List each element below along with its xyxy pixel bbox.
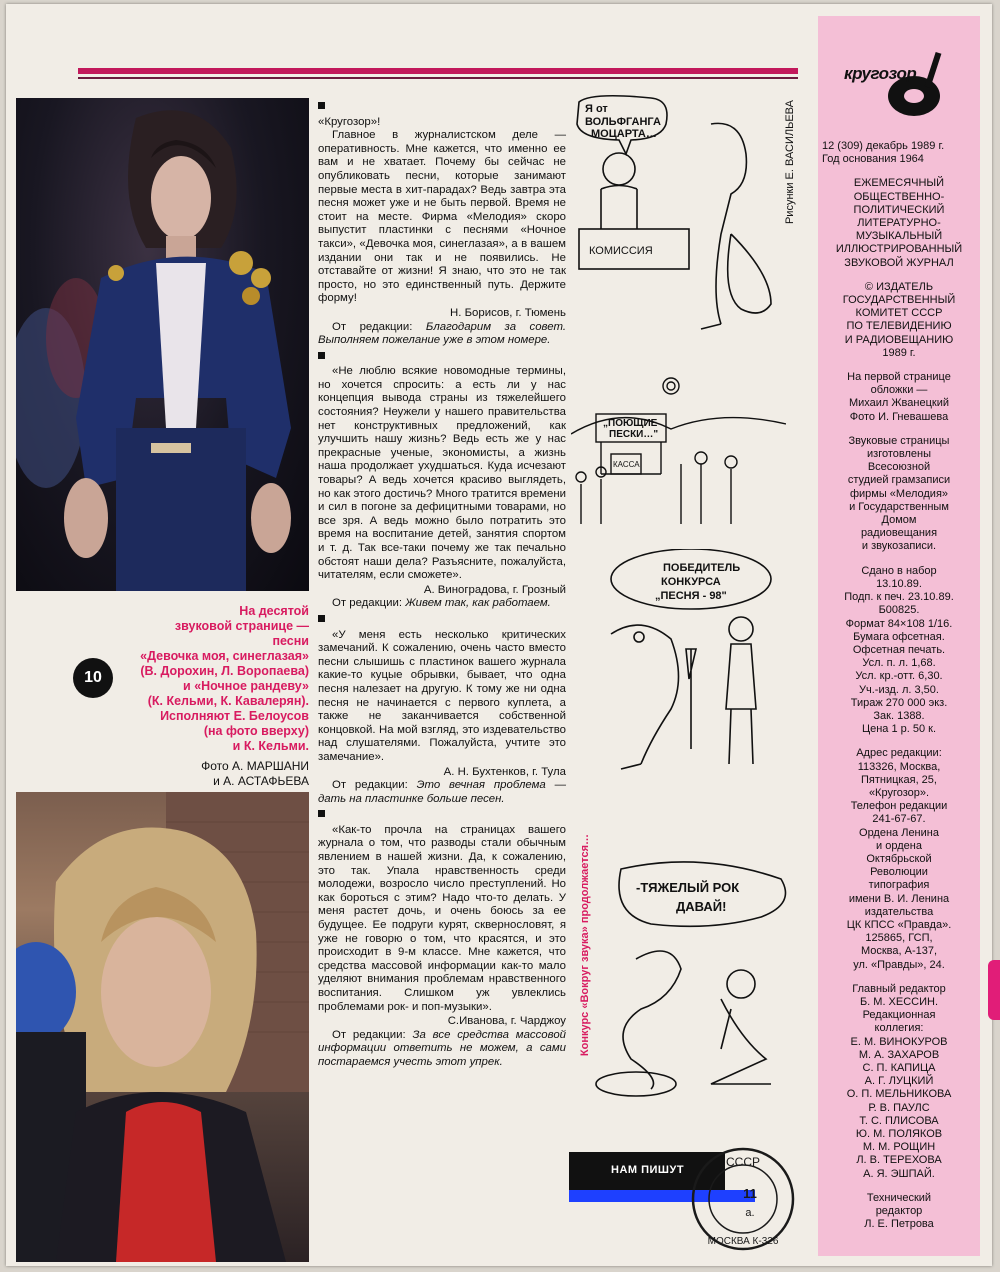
magazine-logo: кругозор — [844, 64, 917, 83]
staff-line: Редакционная — [862, 1009, 936, 1022]
staff-line: Р. В. ПАУЛС — [868, 1101, 930, 1114]
photo-credit-line: и А. АСТАФЬЕВА — [213, 774, 309, 788]
spacer — [820, 972, 978, 983]
staff-line: М. А. ЗАХАРОВ — [858, 1048, 940, 1061]
staff-line: Главный редактор — [852, 982, 946, 995]
cover-line: Михаил Жванецкий — [848, 397, 949, 410]
bubble-text: ДАВАЙ! — [676, 899, 727, 914]
tech-line: Технический — [866, 1191, 932, 1204]
caption-line: звуковой странице — — [174, 619, 309, 633]
letter-text: «Не люблю всякие новомодные термины, но хочется спросить: а есть ли у нас концепция вывода страны из тяжелейшего состояния? Неужели у нашего правительства нет конструктивных предложений, как улучшить нашу жизнь? Ведь есть же у нас прекрасные ученые, экономисты, а жизнь наша продолжает ухудшаться. Куда исчезают товары? А ведь хочется красиво выглядеть, но как этого достичь? Много тратится времени и сил в погоне за дефицитными товарами, но все зря. А ведь можно было потратить это время на воспитание детей, занятия спортом и т. д. Так все-таки почему же так печально обстоят наши дела? Разъясните, пожалуйста, читателям, если сможете». — [318, 365, 566, 582]
caption-line: (К. Кельми, К. Кавалерян). — [147, 694, 309, 708]
publisher-line: КОМИТЕТ СССР — [855, 307, 943, 320]
editor-reply-text: Живем так, как работаем. — [405, 597, 551, 610]
page-edge-tab — [988, 960, 1000, 1020]
gate-sign: ПЕСКИ…" — [609, 429, 659, 440]
postmark-top: СССР — [725, 1155, 761, 1169]
description-line: ЗВУКОВОЙ ЖУРНАЛ — [844, 256, 954, 269]
caption-line: (В. Дорохин, Л. Воропаева) — [140, 664, 309, 678]
letter-text: Главное в журналистском деле — оперативность. Мне кажется, что именно ее вам и не хватает. Почему бы сейчас не опубликовать песни, которые занимают первые места в хит-парадах? Ведь завтра эта песня может уже и не быть первой. Время не стоит на месте. Фирма «Мелодия» скоро выпустит пластинки с песнями «Ночное такси», «Девочка моя, синеглазая», а в вашем издании они так и не появились. Не отставайте от жизни! Я знаю, что это не так просто, но это единственный путь. Держите форму! — [318, 129, 566, 305]
letter-signature: С.Иванова, г. Чарджоу — [447, 1015, 566, 1028]
address-line: Адрес редакции: — [856, 747, 942, 760]
sound-line: Всесоюзной — [867, 461, 931, 474]
description-line: ЛИТЕРАТУРНО- — [857, 217, 941, 230]
letters-column — [318, 98, 566, 1070]
cartoon-commission — [571, 94, 786, 339]
bubble-text: „ПЕСНЯ - 98" — [655, 590, 727, 602]
sound-line: студией грамзаписи — [847, 474, 951, 487]
bullet-square — [318, 615, 325, 622]
staff-line: Ю. М. ПОЛЯКОВ — [855, 1128, 943, 1141]
address-line: Телефон редакции — [850, 800, 948, 813]
editor-reply-lead: От редакции: — [332, 320, 413, 333]
bubble-text: Я от — [585, 103, 608, 115]
photo-caption — [116, 604, 309, 754]
bullet-square — [318, 352, 325, 359]
sound-line: и звукозаписи. — [861, 540, 937, 553]
sound-line: радиовещания — [860, 527, 938, 540]
postmark-letter: а. — [745, 1207, 755, 1219]
print-line: Цена 1 р. 50 к. — [861, 723, 937, 736]
staff-line: А. Я. ЭШПАЙ. — [863, 1167, 935, 1180]
caption-line: «Девочка моя, синеглазая» — [140, 649, 309, 663]
editor-reply-lead: От редакции: — [332, 1028, 406, 1041]
cartoon-singing-sands — [571, 374, 786, 534]
print-line: Б00825. — [878, 604, 920, 617]
spacer — [820, 424, 978, 435]
description-line: МУЗЫКАЛЬНЫЙ — [855, 230, 943, 243]
cover-line: обложки — — [870, 384, 928, 397]
address-line: типография — [868, 879, 930, 892]
caption-line: (на фото вверху) — [203, 724, 309, 738]
print-line: Офсетная печать. — [852, 643, 946, 656]
description-line: ЕЖЕМЕСЯЧНЫЙ — [853, 177, 945, 190]
staff-line: А. Г. ЛУЦКИЙ — [864, 1075, 934, 1088]
bubble-text: КОНКУРСА — [661, 576, 721, 588]
spacer — [820, 554, 978, 565]
caption-line: и «Ночное рандеву» — [183, 679, 309, 693]
caption-line: песни — [272, 634, 309, 648]
kassa-sign: КАССА — [613, 460, 640, 469]
letter-text: «У меня есть несколько критических замечаний. К сожалению, очень часто вместо песни слышишь с пластинок вашего журнала какие-то куцые обрывки, бывает, что одна песня налезает на другую. К тому же ни одна песня не начинается с первого куплета, а также не заканчивается собственной концовкой. На мой взгляд, это издевательство над слушателями. Пожалуйста, учтите это замечание». — [318, 628, 566, 763]
postmark-date: 11 — [743, 1186, 757, 1201]
publisher-line: ПО ТЕЛЕВИДЕНИЮ — [846, 320, 952, 333]
header-rule — [78, 68, 798, 74]
publisher-line: ГОСУДАРСТВЕННЫЙ — [842, 294, 956, 307]
postmark-bottom: МОСКВА К-326 — [707, 1236, 779, 1247]
staff-line: О. П. МЕЛЬНИКОВА — [846, 1088, 952, 1101]
print-line: Зак. 1388. — [873, 709, 925, 722]
desk-sign: КОМИССИЯ — [589, 245, 653, 257]
print-line: 13.10.89. — [876, 577, 922, 590]
issue-line: 12 (309) декабрь 1989 г. — [822, 140, 945, 152]
sound-line: Домом — [881, 514, 917, 527]
address-line: Революции — [870, 866, 928, 879]
issue-line: Год основания 1964 — [822, 153, 924, 166]
print-line: Подп. к печ. 23.10.89. — [844, 591, 954, 604]
description-line: ИЛЛЮСТРИРОВАННЫЙ — [835, 243, 963, 256]
cover-line: Фото И. Гневашева — [849, 410, 949, 423]
print-line: Бумага офсетная. — [853, 630, 945, 643]
print-line: Формат 84×108 1/16. — [845, 617, 953, 630]
print-line: Усл. п. л. 1,68. — [862, 657, 936, 670]
address-line: и ордена — [876, 839, 922, 852]
photo-credit — [156, 759, 309, 789]
address-line: имени В. И. Ленина — [848, 892, 950, 905]
masthead-info — [820, 140, 978, 1231]
publisher-line: И РАДИОВЕЩАНИЮ — [844, 333, 954, 346]
address-line: ЦК КПСС «Правда». — [846, 918, 952, 931]
photo-kelmi — [16, 792, 309, 1262]
sound-line: изготовлены — [867, 448, 931, 461]
editor-reply-lead: От редакции: — [332, 597, 403, 610]
staff-line: Т. С. ПЛИСОВА — [859, 1114, 939, 1127]
address-line: 125865, ГСП, — [865, 932, 933, 945]
address-line: 113326, Москва, — [857, 760, 941, 773]
magazine-page — [6, 4, 992, 1266]
publisher-line: 1989 г. — [882, 346, 916, 359]
address-line: Ордена Ленина — [859, 826, 939, 839]
gate-sign: „ПОЮЩИЕ — [603, 418, 658, 429]
postmark-stamp — [678, 1144, 808, 1254]
sound-line: Звуковые страницы — [848, 434, 950, 447]
spacer — [820, 736, 978, 747]
address-line: издательства — [864, 905, 934, 918]
staff-line: Е. М. ВИНОКУРОВ — [850, 1035, 948, 1048]
letter-signature: А. Виноградова, г. Грозный — [423, 583, 566, 596]
spacer — [820, 1181, 978, 1192]
letter-signature: А. Н. Бухтенков, г. Тула — [443, 765, 566, 778]
editor-reply-text: Благодарим за совет. Выполняем пожелание уже в этом номере. — [318, 320, 566, 347]
print-line: Уч.-изд. л. 3,50. — [859, 683, 939, 696]
address-line: ул. «Правды», 24. — [853, 958, 945, 971]
kругозор-logo-icon — [834, 44, 954, 124]
staff-line: Б. М. ХЕССИН. — [859, 995, 939, 1008]
letter-text: «Как-то прочла на страницах вашего журнала о том, что разводы стали обычным явлением в нашей жизни. Да, к сожалению, это так. Упала нравственность среди молодежи, возросло число преступлений. Но как бороться с этим? Надо что-то делать. У меня растет дочь, и очень боюсь за ее будущее. Ее подруги курят, сквернословят, я уже не говорю о том, что красятся, и это происходит в 9-м классе. Мне кажется, что средства массовой информации как-то мало уделяют внимания проблемам нравственного воспитания. Слишком уж увлеклись проблемами рок- и поп-музыки». — [318, 823, 566, 1013]
editor-reply-text: Это вечная проблема — дать на пластинке больше песен. — [318, 779, 566, 805]
print-line: Сдано в набор — [861, 564, 937, 577]
spacer — [820, 270, 978, 281]
description-line: ОБЩЕСТВЕННО- — [853, 190, 945, 203]
page-number-badge: 10 — [73, 658, 113, 698]
print-line: Усл. кр.-отт. 6,30. — [855, 670, 943, 683]
section-label: НАМ ПИШУТ — [611, 1164, 685, 1176]
spacer — [820, 166, 978, 177]
tech-line: Л. Е. Петрова — [864, 1218, 934, 1231]
address-line: Октябрьской — [866, 852, 932, 865]
editor-reply — [318, 1029, 566, 1070]
caption-line: Исполняют Е. Белоусов — [160, 709, 309, 723]
staff-line: С. П. КАПИЦА — [862, 1062, 936, 1074]
bullet-square — [318, 810, 325, 817]
bubble-text: ПОБЕДИТЕЛЬ — [663, 562, 741, 574]
address-line: «Кругозор». — [868, 786, 930, 799]
cartoon-snake-charmer — [591, 859, 796, 1099]
bubble-text: -ТЯЖЕЛЫЙ РОК — [636, 880, 740, 895]
editor-reply-lead: От редакции: — [332, 779, 408, 792]
staff-line: М. М. РОЩИН — [862, 1141, 936, 1154]
bubble-text: МОЦАРТА… — [591, 128, 657, 140]
address-line: Москва, А-137, — [860, 945, 938, 958]
bubble-text: ВОЛЬФГАНГА — [585, 116, 661, 128]
print-line: Тираж 270 000 экз. — [850, 696, 948, 709]
cover-line: На первой странице — [847, 371, 951, 384]
staff-line: коллегия: — [874, 1022, 924, 1035]
illustration-credit: Рисунки Е. ВАСИЛЬЕВА — [784, 100, 796, 225]
caption-line: На десятой — [239, 604, 309, 618]
spacer — [820, 360, 978, 371]
publisher-line: © ИЗДАТЕЛЬ — [864, 280, 934, 293]
editor-reply — [318, 779, 566, 806]
letter-signature: Н. Борисов, г. Тюмень — [450, 306, 566, 319]
tech-line: редактор — [875, 1205, 923, 1218]
sound-line: фирмы «Мелодия» — [849, 487, 949, 500]
address-line: Пятницкая, 25, — [861, 773, 937, 786]
cartoon-contest-winner — [581, 549, 796, 774]
staff-line: Л. В. ТЕРЕХОВА — [856, 1154, 942, 1167]
description-line: ПОЛИТИЧЕСКИЙ — [853, 203, 945, 216]
contest-caption: Конкурс «Вокруг звука» продолжается… — [579, 834, 591, 1057]
sound-line: и Государственным — [849, 500, 949, 513]
editor-reply — [318, 321, 566, 348]
letter-greeting: «Кругозор»! — [318, 115, 381, 128]
editor-reply — [318, 597, 566, 611]
editor-reply-text: За все средства массовой информации ответить не можем, а сами постараемся учесть этот упрек. — [318, 1028, 567, 1068]
header-rule-thin — [78, 77, 798, 79]
photo-credit-line: Фото А. МАРШАНИ — [201, 759, 309, 773]
caption-line: и К. Кельми. — [232, 739, 309, 753]
bullet-square — [318, 102, 325, 109]
photo-belousov — [16, 98, 309, 591]
address-line: 241-67-67. — [872, 813, 926, 826]
